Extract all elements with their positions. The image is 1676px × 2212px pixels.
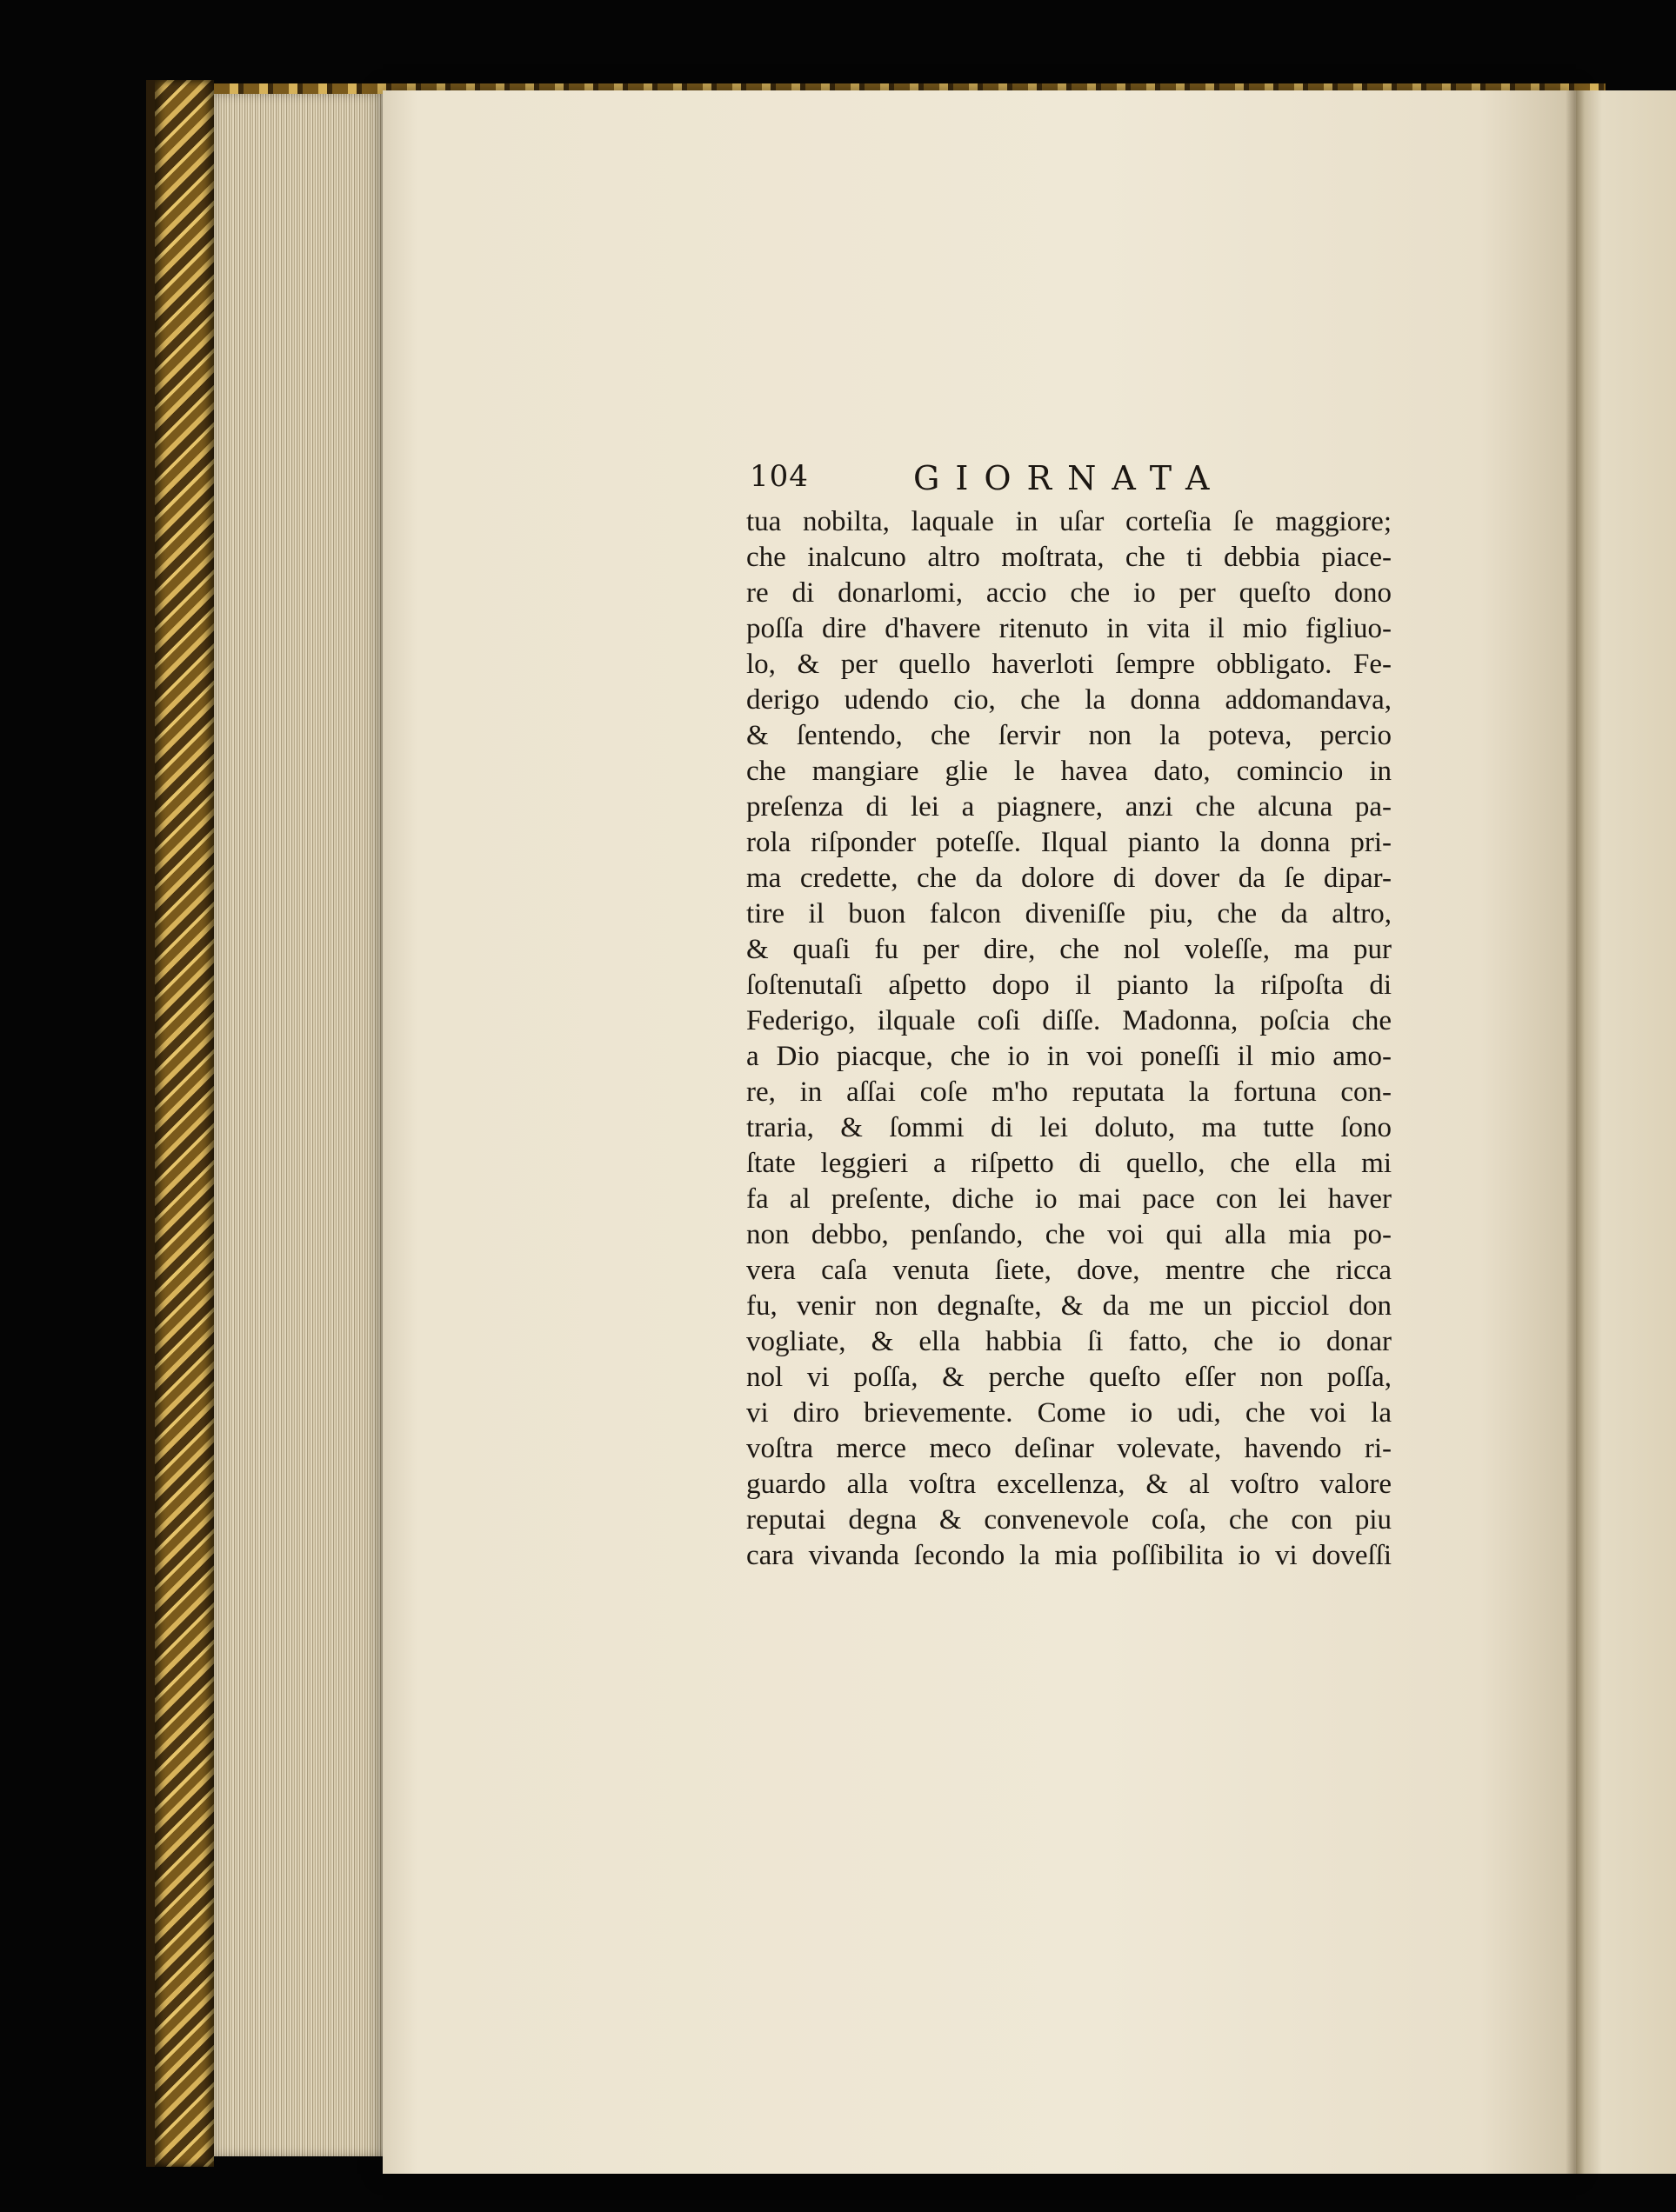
text-line: derigo udendo cio, che la donna addomandava, — [746, 684, 1392, 716]
text-line: reputai degna & convenevole coſa, che con piu — [746, 1504, 1392, 1536]
text-line: rola riſponder poteſſe. Ilqual pianto la donna pri- — [746, 827, 1392, 858]
text-line: re di donarlomi, accio che io per queſto dono — [746, 577, 1392, 609]
text-line: & ſentendo, che ſervir non la poteva, percio — [746, 720, 1392, 751]
page-gutter — [1566, 90, 1585, 2174]
page-edges — [214, 94, 388, 2156]
body-text — [746, 504, 1392, 1574]
text-line: a Dio piacque, che io in voi poneſſi il mio amo- — [746, 1041, 1392, 1072]
facing-page-edge — [1576, 90, 1676, 2174]
text-line: & quaſi fu per dire, che nol voleſſe, ma pur — [746, 934, 1392, 965]
text-line: fa al preſente, diche io mai pace con lei haver — [746, 1183, 1392, 1215]
text-line: voſtra merce meco deſinar volevate, havendo ri- — [746, 1433, 1392, 1464]
page-number: 104 — [750, 459, 809, 494]
text-line: traria, & ſommi di lei doluto, ma tutte ſono — [746, 1112, 1392, 1143]
text-line: vi diro brievemente. Come io udi, che voi la — [746, 1397, 1392, 1429]
text-line: ſtate leggieri a riſpetto di quello, che ella mi — [746, 1148, 1392, 1179]
text-line: Federigo, ilquale coſi diſſe. Madonna, poſcia che — [746, 1005, 1392, 1036]
text-line: fu, venir non degnaſte, & da me un picciol don — [746, 1290, 1392, 1322]
gilt-spine-binding — [155, 80, 214, 2167]
text-line: tire il buon falcon diveniſſe piu, che da altro, — [746, 898, 1392, 929]
text-line: non debbo, penſando, che voi qui alla mia po- — [746, 1219, 1392, 1250]
text-line: vera caſa venuta ſiete, dove, mentre che ricca — [746, 1255, 1392, 1286]
text-line: ma credette, che da dolore di dover da ſe dipar- — [746, 863, 1392, 894]
text-line: lo, & per quello haverloti ſempre obbligato. Fe- — [746, 649, 1392, 680]
running-head: GIORNATA — [913, 459, 1225, 497]
text-line: guardo alla voſtra excellenza, & al voſtro valore — [746, 1469, 1392, 1500]
text-line: tua nobilta, laquale in uſar corteſia ſe maggiore; — [746, 506, 1392, 537]
text-line: preſenza di lei a piagnere, anzi che alcuna pa- — [746, 791, 1392, 823]
text-line: poſſa dire d'havere ritenuto in vita il mio figliuo- — [746, 613, 1392, 644]
text-line: che inalcuno altro moſtrata, che ti debbia piace- — [746, 542, 1392, 573]
text-line: vogliate, & ella habbia ſi fatto, che io donar — [746, 1326, 1392, 1357]
page-header — [750, 459, 1411, 503]
text-line: ſoſtenutaſi aſpetto dopo il pianto la riſpoſta di — [746, 969, 1392, 1001]
text-line: nol vi poſſa, & perche queſto eſſer non poſſa, — [746, 1362, 1392, 1393]
text-line: che mangiare glie le havea dato, comincio in — [746, 756, 1392, 787]
text-line: re, in aſſai coſe m'ho reputata la fortuna con- — [746, 1076, 1392, 1108]
text-line: cara vivanda ſecondo la mia poſſibilita io vi doveſſi — [746, 1540, 1392, 1571]
